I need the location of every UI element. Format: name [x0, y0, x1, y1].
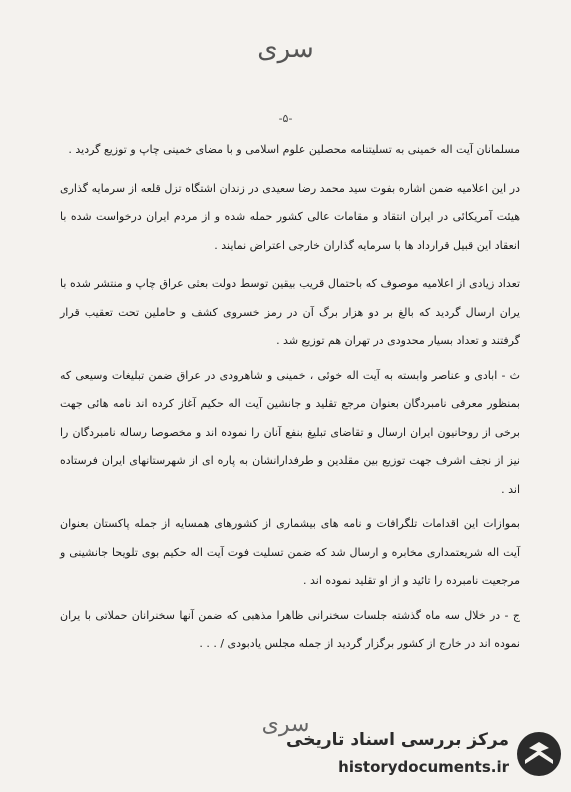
paragraph-1: مسلمانان آیت اله خمینی به تسلیتنامه محصلین علوم اسلامی و با مضای خمینی چاپ و توزیع گردید .: [68, 143, 520, 156]
paragraph-2: در این اعلامیه ضمن اشاره بفوت سید محمد رضا سعیدی در زندان اشتگاه تزل قلعه از سرمایه گذاری هیئت آمریکائی در ایران انتقاد و مقامات عالی کشور حمله شده و از مردم ایران درخواست شده با انعقاد این قبیل قرارداد ها با سرمایه گذاران خارجی اعتراض نمایند .: [60, 181, 520, 252]
document-body: [60, 136, 520, 665]
book-logo-icon: [515, 730, 563, 778]
paragraph-5: بموازات این اقدامات تلگرافات و نامه های بیشماری از کشورهای همسایه از جمله پاکستان بعنوان آیت اله شریعتمداری مخابره و ارسال شد که ضمن تسلیت فوت آیت اله حکیم بوی تلویحا جانشینی و مرجعیت نامبرده را تائید و از او تقلید نموده اند .: [60, 517, 520, 587]
archive-watermark: [286, 726, 563, 786]
archive-url: historydocuments.ir: [338, 758, 509, 776]
paragraph-3: تعداد زیادی از اعلامیه موصوف که باحتمال قریب بیقین توسط دولت بعثی عراق چاپ و منتشر شده با یران ارسال گردید که بالغ بر دو هزار برگ آن در رمز خسروی کشف و حاملین تحت تعقیب قرار گرفتند و تعداد بسیار محدودی در تهران هم توزیع شد .: [60, 277, 520, 347]
archive-name: مرکز بررسی اسناد تاریخی: [286, 730, 509, 750]
classification-footer: سری: [261, 712, 310, 737]
paragraph-6: ج - در خلال سه ماه گذشته جلسات سخنرانی ظاهرا مذهبی که ضمن آنها سخنرانان حملاتی با یران نموده اند در خارج از کشور برگزار گردید از جمله مجلس یادبودی / . . .: [60, 608, 520, 650]
classification-header: سری: [257, 34, 314, 64]
page-number: -۵-: [278, 112, 293, 125]
paragraph-4: ث - ابادی و عناصر وابسته به آیت اله خوئی ، خمینی و شاهرودی در عراق ضمن تبلیغات وسیعی که بمنظور معرفی نامبردگان بعنوان مرجع تقلید و جانشین آیت اله حکیم آغاز کرده اند نامه هائی جهت برخی از روحانیون ایران ارسال و تقاضای تبلیغ بنفع آنان را نموده اند و مخصوصا رساله نامبردگان را نیز از نجف اشرف جهت توزیع بین مقلدین و طرفدارانشان به پاره ای از شهرستانهای ایران فرستاده اند .: [60, 368, 520, 496]
